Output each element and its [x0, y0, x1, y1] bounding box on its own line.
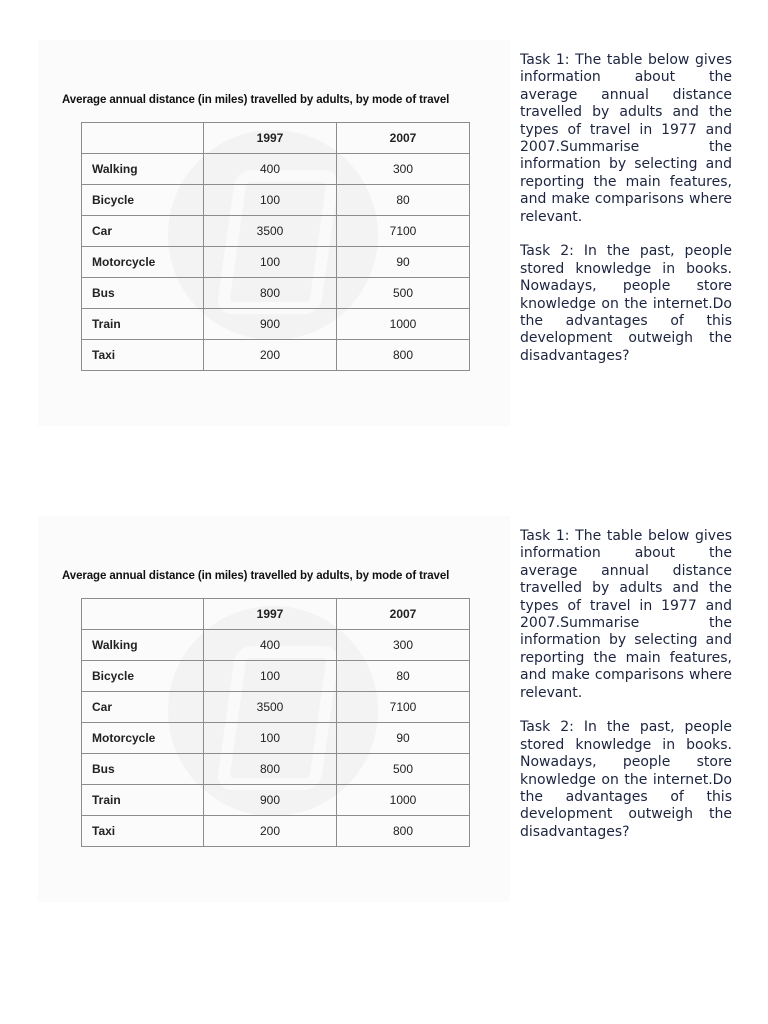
table-image: [38, 516, 510, 902]
mode-cell: Taxi: [82, 816, 204, 847]
table-row: [82, 278, 470, 309]
distance-table: [81, 122, 470, 371]
task-1-prompt: Task 1: The table below gives information about the average annual distance travelled by adults and the types of travel in 1977 and 2007.Summarise the information by selecting and reporting the main features, and make comparisons where relevant.: [520, 528, 732, 701]
value-2007-cell: 300: [337, 154, 470, 185]
table-row: [82, 661, 470, 692]
value-1997-cell: 200: [204, 816, 337, 847]
value-1997-cell: 100: [204, 247, 337, 278]
table-row: [82, 816, 470, 847]
table-row: [82, 785, 470, 816]
header-year-2007: 2007: [337, 123, 470, 154]
table-title: Average annual distance (in miles) travelled by adults, by mode of travel: [62, 94, 450, 106]
header-corner: [82, 599, 204, 630]
task-text: [520, 528, 732, 859]
value-1997-cell: 800: [204, 278, 337, 309]
value-2007-cell: 80: [337, 661, 470, 692]
table-header-row: [82, 123, 470, 154]
value-2007-cell: 500: [337, 754, 470, 785]
table-row: [82, 723, 470, 754]
task-2-prompt: Task 2: In the past, people stored knowledge in books. Nowadays, people store knowledge on the internet.Do the advantages of this development outweigh the disadvantages?: [520, 243, 732, 364]
mode-cell: Bus: [82, 754, 204, 785]
value-2007-cell: 800: [337, 340, 470, 371]
header-year-2007: 2007: [337, 599, 470, 630]
value-1997-cell: 400: [204, 630, 337, 661]
value-2007-cell: 90: [337, 247, 470, 278]
task-1-prompt: Task 1: The table below gives information about the average annual distance travelled by adults and the types of travel in 1977 and 2007.Summarise the information by selecting and reporting the main features, and make comparisons where relevant.: [520, 52, 732, 225]
value-1997-cell: 100: [204, 723, 337, 754]
header-year-1997: 1997: [204, 123, 337, 154]
mode-cell: Motorcycle: [82, 247, 204, 278]
task-block-2: [0, 516, 768, 916]
value-1997-cell: 900: [204, 309, 337, 340]
mode-cell: Train: [82, 309, 204, 340]
task-2-prompt: Task 2: In the past, people stored knowledge in books. Nowadays, people store knowledge on the internet.Do the advantages of this development outweigh the disadvantages?: [520, 719, 732, 840]
task-text: [520, 52, 732, 383]
value-2007-cell: 800: [337, 816, 470, 847]
header-corner: [82, 123, 204, 154]
mode-cell: Bicycle: [82, 661, 204, 692]
table-row: [82, 692, 470, 723]
mode-cell: Train: [82, 785, 204, 816]
table-image: [38, 40, 510, 426]
task-block-1: [0, 40, 768, 440]
table-row: [82, 247, 470, 278]
mode-cell: Bicycle: [82, 185, 204, 216]
mode-cell: Car: [82, 692, 204, 723]
value-2007-cell: 7100: [337, 216, 470, 247]
value-1997-cell: 3500: [204, 216, 337, 247]
table-row: [82, 754, 470, 785]
table-row: [82, 216, 470, 247]
value-1997-cell: 100: [204, 661, 337, 692]
table-row: [82, 185, 470, 216]
value-1997-cell: 900: [204, 785, 337, 816]
mode-cell: Motorcycle: [82, 723, 204, 754]
mode-cell: Bus: [82, 278, 204, 309]
mode-cell: Walking: [82, 630, 204, 661]
table-row: [82, 154, 470, 185]
value-2007-cell: 1000: [337, 785, 470, 816]
value-1997-cell: 800: [204, 754, 337, 785]
mode-cell: Car: [82, 216, 204, 247]
value-1997-cell: 100: [204, 185, 337, 216]
value-1997-cell: 400: [204, 154, 337, 185]
table-title: Average annual distance (in miles) travelled by adults, by mode of travel: [62, 570, 450, 582]
table-row: [82, 340, 470, 371]
value-2007-cell: 80: [337, 185, 470, 216]
table-row: [82, 630, 470, 661]
value-2007-cell: 300: [337, 630, 470, 661]
value-2007-cell: 500: [337, 278, 470, 309]
value-1997-cell: 3500: [204, 692, 337, 723]
table-header-row: [82, 599, 470, 630]
value-2007-cell: 90: [337, 723, 470, 754]
value-1997-cell: 200: [204, 340, 337, 371]
table-row: [82, 309, 470, 340]
mode-cell: Taxi: [82, 340, 204, 371]
value-2007-cell: 1000: [337, 309, 470, 340]
header-year-1997: 1997: [204, 599, 337, 630]
value-2007-cell: 7100: [337, 692, 470, 723]
mode-cell: Walking: [82, 154, 204, 185]
distance-table: [81, 598, 470, 847]
